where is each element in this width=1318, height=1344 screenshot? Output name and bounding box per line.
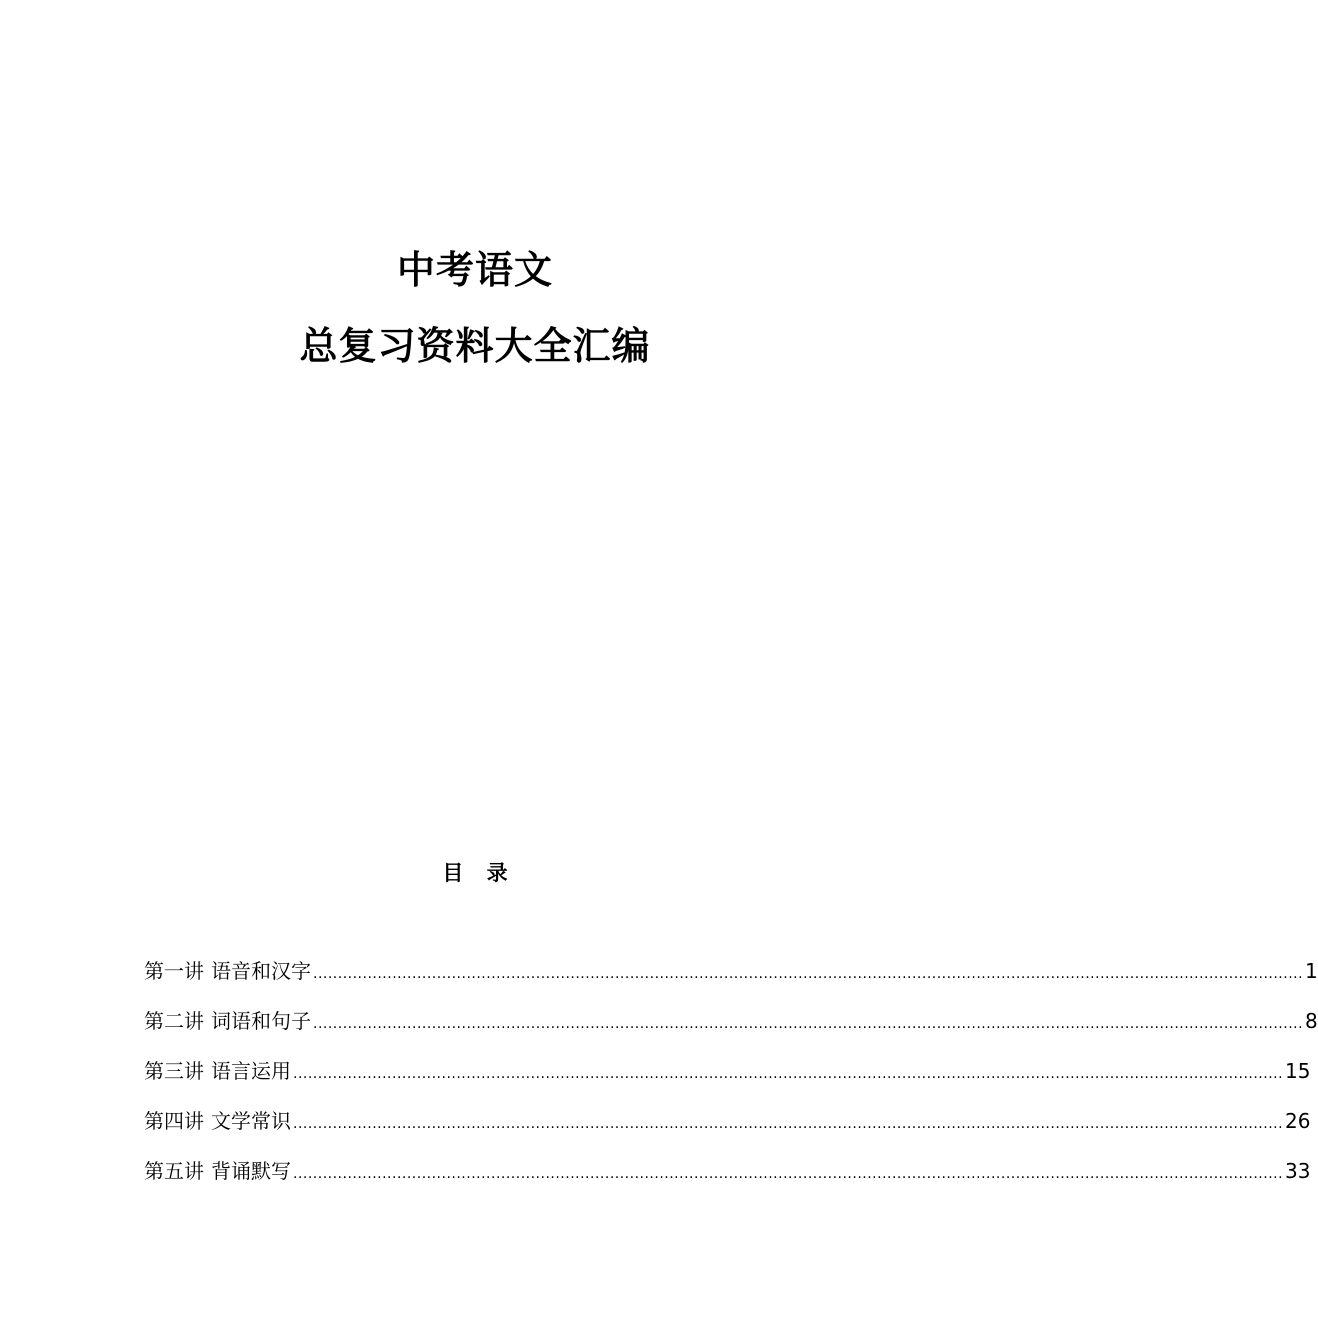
- toc-entry[interactable]: [144, 1004, 1318, 1054]
- document-title: [0, 232, 950, 384]
- title-line-2: 总复习资料大全汇编: [299, 324, 651, 368]
- toc-topic: 背诵默写: [211, 1159, 291, 1183]
- toc-entry-label: [144, 1004, 311, 1038]
- table-of-contents: [144, 954, 1318, 1204]
- toc-dot-leader: ........................................................................................................................................................................................................: [313, 1016, 1304, 1032]
- toc-entry[interactable]: [144, 1104, 1311, 1154]
- toc-entry[interactable]: [144, 954, 1318, 1004]
- toc-entry-label: [144, 1154, 291, 1188]
- toc-entry[interactable]: [144, 1054, 1311, 1104]
- toc-lecture-number: 第二讲: [144, 1009, 204, 1033]
- toc-topic: 语音和汉字: [211, 959, 311, 983]
- toc-page-number: 33: [1285, 1159, 1311, 1183]
- toc-entry-label: [144, 1054, 291, 1088]
- toc-heading: 目 录: [442, 861, 516, 885]
- toc-dot-leader: ........................................................................................................................................................................................................: [293, 1166, 1284, 1182]
- toc-topic: 语言运用: [211, 1059, 291, 1083]
- toc-lecture-number: 第五讲: [144, 1159, 204, 1183]
- toc-dot-leader: ........................................................................................................................................................................................................: [293, 1066, 1284, 1082]
- toc-entry-label: [144, 954, 311, 988]
- toc-entry-label: [144, 1104, 291, 1138]
- title-line-1: 中考语文: [396, 248, 553, 292]
- toc-page-number: 8: [1305, 1009, 1318, 1033]
- toc-lecture-number: 第一讲: [144, 959, 204, 983]
- toc-dot-leader: ........................................................................................................................................................................................................: [293, 1116, 1284, 1132]
- toc-entry[interactable]: [144, 1154, 1311, 1204]
- toc-page-number: 15: [1285, 1059, 1311, 1083]
- toc-page-number: 26: [1285, 1109, 1311, 1133]
- toc-page-number: 1: [1305, 959, 1318, 983]
- toc-topic: 文学常识: [211, 1109, 291, 1133]
- toc-topic: 词语和句子: [211, 1009, 311, 1033]
- toc-lecture-number: 第四讲: [144, 1109, 204, 1133]
- toc-dot-leader: ........................................................................................................................................................................................................: [313, 966, 1304, 982]
- toc-lecture-number: 第三讲: [144, 1059, 204, 1083]
